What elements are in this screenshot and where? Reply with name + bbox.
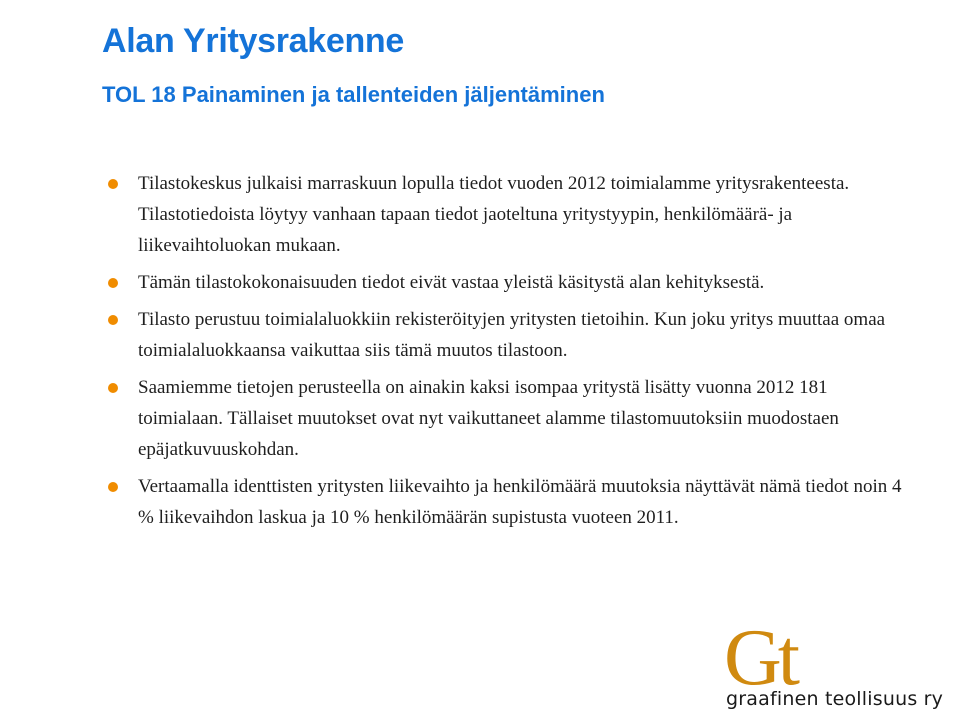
bullet-item <box>108 267 908 298</box>
logo-mark: Gt <box>724 614 796 702</box>
bullet-item <box>108 471 908 533</box>
bullet-item <box>108 372 908 465</box>
bullet-dot-icon <box>108 315 118 325</box>
logo-text: graafinen teollisuus ry <box>726 688 944 710</box>
bullet-text: Tämän tilastokokonaisuuden tiedot eivät vastaa yleistä käsitystä alan kehityksestä. <box>138 272 765 293</box>
slide-title: Alan Yritysrakenne <box>102 22 405 60</box>
bullet-dot-icon <box>108 482 118 492</box>
slide-subtitle: TOL 18 Painaminen ja tallenteiden jäljentäminen <box>102 82 605 107</box>
bullet-text: Tilasto perustuu toimialaluokkiin rekisteröityjen yritysten tietoihin. Kun joku yritys muuttaa omaa toimialaluokkaansa vaikuttaa siis tämä muutos tilastoon. <box>138 309 886 361</box>
bullet-text: Saamiemme tietojen perusteella on ainakin kaksi isompaa yritystä lisätty vuonna 2012 181 toimialaan. Tällaiset muutokset ovat nyt vaikuttaneet alamme tilastomuutoksiin muodostaen epäjatkuvuuskohdan. <box>138 377 839 460</box>
bullet-dot-icon <box>108 179 118 189</box>
organization-logo <box>724 614 954 713</box>
bullet-dot-icon <box>108 278 118 288</box>
bullet-dot-icon <box>108 383 118 393</box>
bullet-item <box>108 168 908 261</box>
bullet-text: Vertaamalla identtisten yritysten liikevaihto ja henkilömäärä muutoksia näyttävät nämä tiedot noin 4 % liikevaihdon laskua ja 10 % henkilömäärän supistusta vuoteen 2011. <box>138 476 902 528</box>
bullet-list <box>108 168 908 539</box>
bullet-item <box>108 304 908 366</box>
bullet-text: Tilastokeskus julkaisi marraskuun lopulla tiedot vuoden 2012 toimialamme yritysrakenteesta. Tilastotiedoista löytyy vanhaan tapaan tiedot jaoteltuna yritystyypin, henkilömäärä- ja liikevaihtoluokan mukaan. <box>138 173 850 256</box>
